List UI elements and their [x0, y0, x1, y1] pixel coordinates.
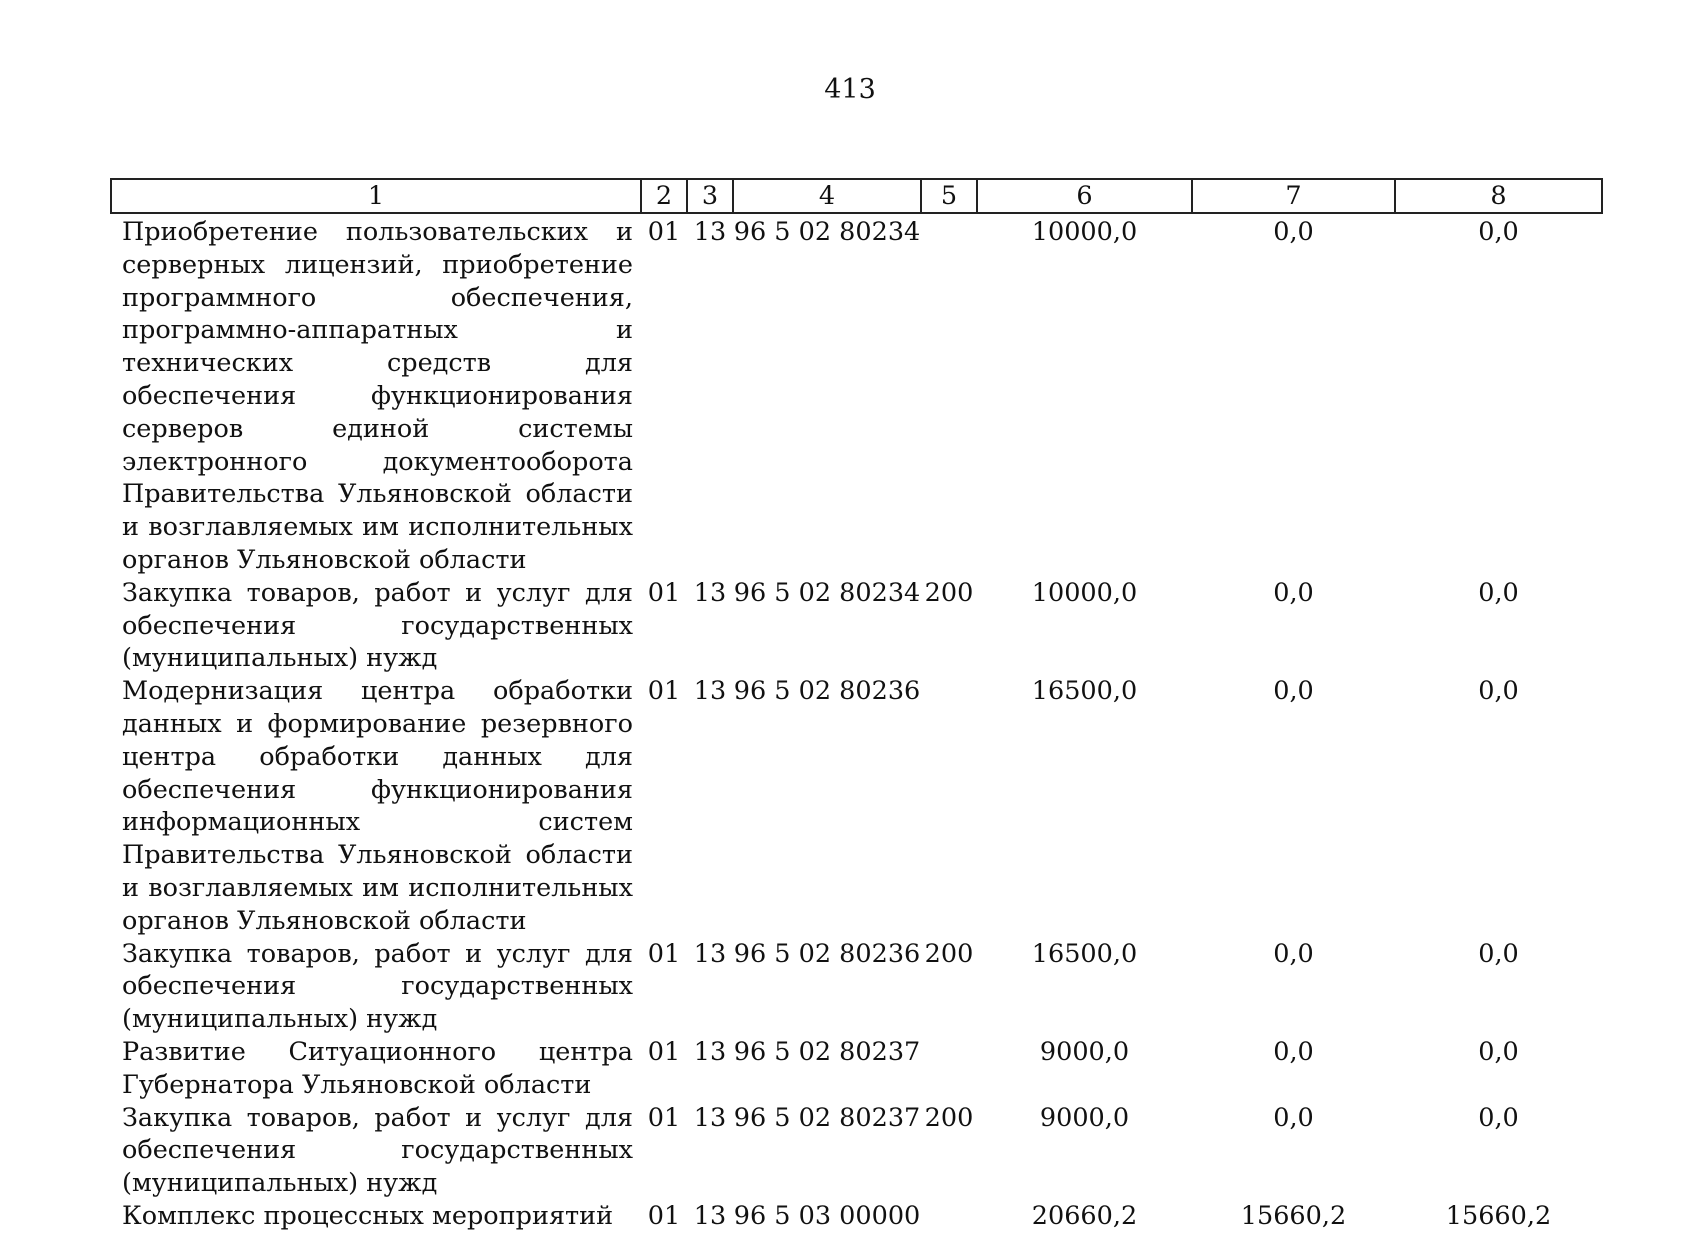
table-body [111, 213, 1602, 1233]
table-row [111, 577, 1602, 675]
row-amount-col6: 9000,0 [1039, 1036, 1130, 1067]
row-amount-col7: 0,0 [1273, 938, 1314, 969]
row-amount-col7: 0,0 [1273, 1102, 1314, 1133]
row-subsection: 13 [693, 938, 727, 969]
row-amount-col6: 20660,2 [1031, 1200, 1138, 1231]
row-name: Приобретение пользовательских и серверных лицензий, приобретение программного обеспечения, программно-аппаратных и технических средств для обеспечения функционирования серверов единой системы электронного документооборота Правительства Ульяновской области и возглавляемых им исполнительных органов Ульяновской области [122, 217, 633, 575]
row-amount-col8: 0,0 [1478, 938, 1519, 969]
row-amount-col6: 9000,0 [1039, 1102, 1130, 1133]
row-subsection: 13 [693, 217, 727, 247]
row-amount-col8: 0,0 [1478, 577, 1519, 608]
row-expense-type: 200 [924, 938, 974, 969]
row-amount-col8: 0,0 [1478, 676, 1519, 707]
row-amount-col7: 0,0 [1273, 676, 1314, 707]
header-col-3: 3 [687, 179, 733, 213]
row-target-code: 96 5 02 80234 [733, 577, 921, 608]
row-amount-col7: 0,0 [1273, 577, 1314, 608]
row-amount-col8: 0,0 [1478, 217, 1519, 247]
row-target-code: 96 5 03 00000 [733, 1200, 921, 1231]
row-amount-col8: 0,0 [1478, 1102, 1519, 1133]
row-target-code: 96 5 02 80234 [733, 217, 921, 247]
row-name: Закупка товаров, работ и услуг для обеспечения государственных (муниципальных) нужд [122, 1102, 633, 1199]
row-name: Закупка товаров, работ и услуг для обеспечения государственных (муниципальных) нужд [122, 938, 633, 1035]
row-subsection: 13 [693, 1036, 727, 1067]
row-expense-type [921, 213, 977, 577]
header-col-1: 1 [111, 179, 641, 213]
row-amount-col7: 0,0 [1273, 217, 1314, 247]
row-section: 01 [647, 217, 681, 247]
row-target-code: 96 5 02 80236 [733, 938, 921, 969]
row-target-code: 96 5 02 80236 [733, 676, 921, 707]
row-amount-col7: 15660,2 [1240, 1200, 1347, 1231]
table-row [111, 1102, 1602, 1200]
row-name: Комплекс процессных мероприятий [122, 1200, 614, 1231]
row-expense-type: 200 [924, 577, 974, 608]
row-section: 01 [647, 1200, 681, 1231]
row-name: Закупка товаров, работ и услуг для обеспечения государственных (муниципальных) нужд [122, 577, 633, 674]
row-amount-col8: 15660,2 [1445, 1200, 1552, 1231]
header-col-4: 4 [733, 179, 921, 213]
row-subsection: 13 [693, 676, 727, 707]
table-row [111, 213, 1602, 577]
header-col-7: 7 [1192, 179, 1395, 213]
row-target-code: 96 5 02 80237 [733, 1036, 921, 1067]
budget-table [110, 178, 1603, 1233]
row-amount-col6: 16500,0 [1031, 938, 1138, 969]
table-row [111, 1036, 1602, 1102]
row-expense-type [921, 675, 977, 937]
row-expense-type [921, 1200, 977, 1233]
row-section: 01 [647, 1036, 681, 1067]
header-col-2: 2 [641, 179, 687, 213]
page-number: 413 [824, 74, 876, 105]
row-amount-col6: 10000,0 [1031, 217, 1138, 247]
row-expense-type: 200 [924, 1102, 974, 1133]
row-amount-col6: 16500,0 [1031, 676, 1138, 707]
row-amount-col8: 0,0 [1478, 1036, 1519, 1067]
row-name: Модернизация центра обработки данных и формирование резервного центра обработки данных для обеспечения функционирования информационных систем Правительства Ульяновской области и возглавляемых им исполнительных органов Ульяновской области [122, 676, 633, 936]
row-amount-col6: 10000,0 [1031, 577, 1138, 608]
table-row [111, 938, 1602, 1036]
row-name: Развитие Ситуационного центра Губернатора Ульяновской области [122, 1036, 633, 1100]
row-expense-type [921, 1036, 977, 1102]
table-header [111, 179, 1602, 213]
header-row [111, 179, 1602, 213]
row-subsection: 13 [693, 1200, 727, 1231]
row-subsection: 13 [693, 1102, 727, 1133]
table-row [111, 1200, 1602, 1233]
header-col-5: 5 [921, 179, 977, 213]
table-row [111, 675, 1602, 937]
row-amount-col7: 0,0 [1273, 1036, 1314, 1067]
row-section: 01 [647, 577, 681, 608]
row-subsection: 13 [693, 577, 727, 608]
row-target-code: 96 5 02 80237 [733, 1102, 921, 1133]
header-col-8: 8 [1395, 179, 1602, 213]
row-section: 01 [647, 676, 681, 707]
row-section: 01 [647, 1102, 681, 1133]
row-section: 01 [647, 938, 681, 969]
header-col-6: 6 [977, 179, 1192, 213]
